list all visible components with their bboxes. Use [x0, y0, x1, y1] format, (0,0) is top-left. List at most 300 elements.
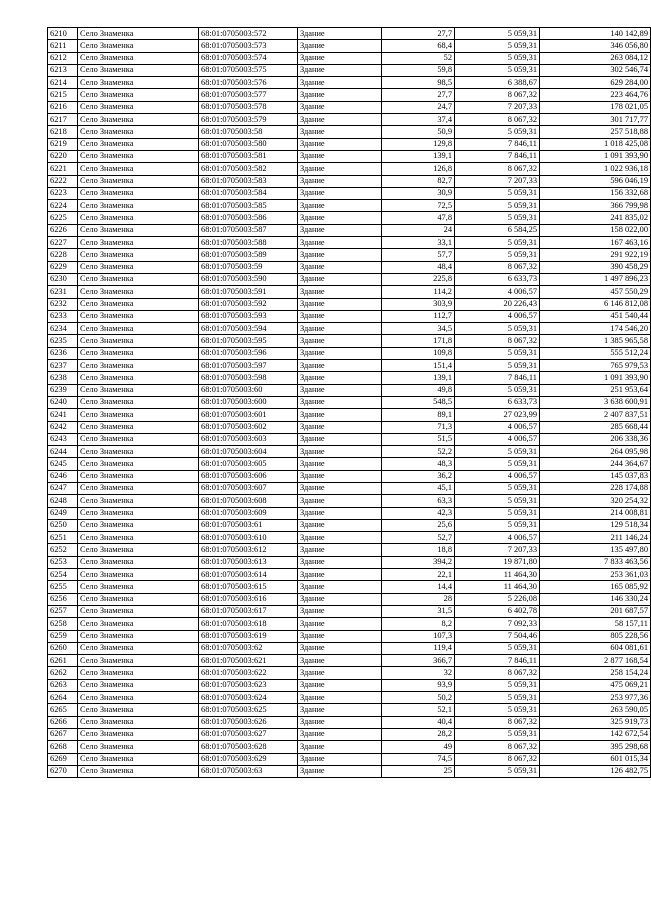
cadastral-number-cell: 68:01:0705003:572 — [199, 28, 298, 40]
row-number-cell: 6227 — [48, 237, 78, 249]
object-type-cell: Здание — [298, 569, 382, 581]
object-type-cell: Здание — [298, 495, 382, 507]
unit-value-cell: 7 092,33 — [455, 618, 540, 630]
table-row — [48, 532, 651, 544]
cadastral-number-cell: 68:01:0705003:629 — [199, 753, 298, 765]
cadastral-number-cell: 68:01:0705003:588 — [199, 237, 298, 249]
object-type-cell: Здание — [298, 187, 382, 199]
area-cell: 52 — [382, 52, 455, 64]
table-row — [48, 716, 651, 728]
object-type-cell: Здание — [298, 89, 382, 101]
unit-value-cell: 8 067,32 — [455, 89, 540, 101]
row-number-cell: 6221 — [48, 163, 78, 175]
area-cell: 42,3 — [382, 507, 455, 519]
table-row — [48, 200, 651, 212]
cadastral-value-cell: 129 518,34 — [540, 519, 651, 531]
object-type-cell: Здание — [298, 237, 382, 249]
row-number-cell: 6225 — [48, 212, 78, 224]
cadastral-value-cell: 475 069,21 — [540, 679, 651, 691]
unit-value-cell: 5 059,31 — [455, 40, 540, 52]
area-cell: 36,2 — [382, 470, 455, 482]
cadastral-number-cell: 68:01:0705003:614 — [199, 569, 298, 581]
cadastral-number-cell: 68:01:0705003:609 — [199, 507, 298, 519]
settlement-cell: Село Знаменка — [78, 605, 199, 617]
area-cell: 24,7 — [382, 101, 455, 113]
cadastral-value-cell: 178 021,05 — [540, 101, 651, 113]
settlement-cell: Село Знаменка — [78, 495, 199, 507]
unit-value-cell: 7 846,11 — [455, 138, 540, 150]
object-type-cell: Здание — [298, 224, 382, 236]
cadastral-value-cell: 244 364,67 — [540, 458, 651, 470]
unit-value-cell: 7 846,11 — [455, 372, 540, 384]
cadastral-value-cell: 214 008,81 — [540, 507, 651, 519]
table-row — [48, 605, 651, 617]
settlement-cell: Село Знаменка — [78, 187, 199, 199]
object-type-cell: Здание — [298, 126, 382, 138]
area-cell: 112,7 — [382, 310, 455, 322]
settlement-cell: Село Знаменка — [78, 52, 199, 64]
table-row — [48, 765, 651, 777]
object-type-cell: Здание — [298, 581, 382, 593]
object-type-cell: Здание — [298, 765, 382, 777]
settlement-cell: Село Знаменка — [78, 200, 199, 212]
cadastral-value-cell: 165 085,92 — [540, 581, 651, 593]
area-cell: 24 — [382, 224, 455, 236]
area-cell: 31,5 — [382, 605, 455, 617]
cadastral-number-cell: 68:01:0705003:58 — [199, 126, 298, 138]
table-row — [48, 77, 651, 89]
area-cell: 27,7 — [382, 28, 455, 40]
settlement-cell: Село Знаменка — [78, 298, 199, 310]
object-type-cell: Здание — [298, 593, 382, 605]
area-cell: 72,5 — [382, 200, 455, 212]
table-row — [48, 753, 651, 765]
settlement-cell: Село Знаменка — [78, 655, 199, 667]
settlement-cell: Село Знаменка — [78, 716, 199, 728]
unit-value-cell: 8 067,32 — [455, 163, 540, 175]
cadastral-number-cell: 68:01:0705003:600 — [199, 396, 298, 408]
row-number-cell: 6243 — [48, 433, 78, 445]
cadastral-number-cell: 68:01:0705003:591 — [199, 286, 298, 298]
row-number-cell: 6252 — [48, 544, 78, 556]
table-row — [48, 150, 651, 162]
area-cell: 50,9 — [382, 126, 455, 138]
cadastral-number-cell: 68:01:0705003:626 — [199, 716, 298, 728]
table-row — [48, 261, 651, 273]
area-cell: 18,8 — [382, 544, 455, 556]
table-row — [48, 175, 651, 187]
area-cell: 32 — [382, 667, 455, 679]
unit-value-cell: 8 067,32 — [455, 261, 540, 273]
settlement-cell: Село Знаменка — [78, 482, 199, 494]
unit-value-cell: 7 846,11 — [455, 655, 540, 667]
settlement-cell: Село Знаменка — [78, 396, 199, 408]
table-row — [48, 360, 651, 372]
table-row — [48, 237, 651, 249]
table-row — [48, 581, 651, 593]
table-row — [48, 64, 651, 76]
unit-value-cell: 4 006,57 — [455, 421, 540, 433]
cadastral-number-cell: 68:01:0705003:619 — [199, 630, 298, 642]
cadastral-value-cell: 596 046,19 — [540, 175, 651, 187]
unit-value-cell: 8 067,32 — [455, 753, 540, 765]
table-row — [48, 556, 651, 568]
area-cell: 171,8 — [382, 335, 455, 347]
table-row — [48, 446, 651, 458]
table-row — [48, 298, 651, 310]
table-row — [48, 224, 651, 236]
object-type-cell: Здание — [298, 618, 382, 630]
table-row — [48, 138, 651, 150]
row-number-cell: 6214 — [48, 77, 78, 89]
cadastral-number-cell: 68:01:0705003:624 — [199, 692, 298, 704]
cadastral-number-cell: 68:01:0705003:622 — [199, 667, 298, 679]
area-cell: 225,8 — [382, 273, 455, 285]
object-type-cell: Здание — [298, 298, 382, 310]
cadastral-value-cell: 366 799,98 — [540, 200, 651, 212]
cadastral-value-cell: 765 979,53 — [540, 360, 651, 372]
settlement-cell: Село Знаменка — [78, 532, 199, 544]
row-number-cell: 6270 — [48, 765, 78, 777]
object-type-cell: Здание — [298, 679, 382, 691]
unit-value-cell: 5 059,31 — [455, 458, 540, 470]
settlement-cell: Село Знаменка — [78, 704, 199, 716]
object-type-cell: Здание — [298, 482, 382, 494]
row-number-cell: 6210 — [48, 28, 78, 40]
settlement-cell: Село Знаменка — [78, 237, 199, 249]
object-type-cell: Здание — [298, 507, 382, 519]
row-number-cell: 6263 — [48, 679, 78, 691]
object-type-cell: Здание — [298, 753, 382, 765]
cadastral-number-cell: 68:01:0705003:577 — [199, 89, 298, 101]
row-number-cell: 6218 — [48, 126, 78, 138]
object-type-cell: Здание — [298, 200, 382, 212]
settlement-cell: Село Знаменка — [78, 150, 199, 162]
row-number-cell: 6264 — [48, 692, 78, 704]
cadastral-number-cell: 68:01:0705003:594 — [199, 323, 298, 335]
table-row — [48, 89, 651, 101]
cadastral-number-cell: 68:01:0705003:584 — [199, 187, 298, 199]
cadastral-value-cell: 211 146,24 — [540, 532, 651, 544]
area-cell: 25,6 — [382, 519, 455, 531]
cadastral-number-cell: 68:01:0705003:608 — [199, 495, 298, 507]
settlement-cell: Село Знаменка — [78, 458, 199, 470]
table-row — [48, 335, 651, 347]
unit-value-cell: 8 067,32 — [455, 716, 540, 728]
cadastral-number-cell: 68:01:0705003:576 — [199, 77, 298, 89]
object-type-cell: Здание — [298, 77, 382, 89]
row-number-cell: 6222 — [48, 175, 78, 187]
row-number-cell: 6236 — [48, 347, 78, 359]
area-cell: 47,8 — [382, 212, 455, 224]
cadastral-number-cell: 68:01:0705003:610 — [199, 532, 298, 544]
row-number-cell: 6260 — [48, 642, 78, 654]
settlement-cell: Село Знаменка — [78, 249, 199, 261]
cadastral-value-cell: 174 546,20 — [540, 323, 651, 335]
row-number-cell: 6266 — [48, 716, 78, 728]
cadastral-value-cell: 3 638 600,91 — [540, 396, 651, 408]
object-type-cell: Здание — [298, 138, 382, 150]
object-type-cell: Здание — [298, 470, 382, 482]
row-number-cell: 6229 — [48, 261, 78, 273]
area-cell: 57,7 — [382, 249, 455, 261]
settlement-cell: Село Знаменка — [78, 384, 199, 396]
cadastral-value-cell: 325 919,73 — [540, 716, 651, 728]
unit-value-cell: 8 067,32 — [455, 741, 540, 753]
settlement-cell: Село Знаменка — [78, 618, 199, 630]
row-number-cell: 6241 — [48, 409, 78, 421]
settlement-cell: Село Знаменка — [78, 446, 199, 458]
settlement-cell: Село Знаменка — [78, 273, 199, 285]
area-cell: 394,2 — [382, 556, 455, 568]
unit-value-cell: 6 633,73 — [455, 396, 540, 408]
cadastral-number-cell: 68:01:0705003:628 — [199, 741, 298, 753]
cadastral-value-cell: 253 361,03 — [540, 569, 651, 581]
area-cell: 49 — [382, 741, 455, 753]
unit-value-cell: 11 464,30 — [455, 581, 540, 593]
table-row — [48, 212, 651, 224]
table-row — [48, 569, 651, 581]
unit-value-cell: 6 584,25 — [455, 224, 540, 236]
cadastral-number-cell: 68:01:0705003:625 — [199, 704, 298, 716]
area-cell: 48,3 — [382, 458, 455, 470]
row-number-cell: 6257 — [48, 605, 78, 617]
unit-value-cell: 5 059,31 — [455, 507, 540, 519]
cadastral-number-cell: 68:01:0705003:613 — [199, 556, 298, 568]
row-number-cell: 6267 — [48, 728, 78, 740]
table-row — [48, 310, 651, 322]
cadastral-value-cell: 6 146 812,08 — [540, 298, 651, 310]
unit-value-cell: 7 846,11 — [455, 150, 540, 162]
row-number-cell: 6234 — [48, 323, 78, 335]
settlement-cell: Село Знаменка — [78, 126, 199, 138]
cadastral-value-cell: 1 018 425,08 — [540, 138, 651, 150]
table-row — [48, 618, 651, 630]
unit-value-cell: 5 059,31 — [455, 28, 540, 40]
area-cell: 27,7 — [382, 89, 455, 101]
row-number-cell: 6239 — [48, 384, 78, 396]
settlement-cell: Село Знаменка — [78, 409, 199, 421]
cadastral-number-cell: 68:01:0705003:573 — [199, 40, 298, 52]
cadastral-value-cell: 285 668,44 — [540, 421, 651, 433]
cadastral-number-cell: 68:01:0705003:583 — [199, 175, 298, 187]
object-type-cell: Здание — [298, 692, 382, 704]
row-number-cell: 6253 — [48, 556, 78, 568]
settlement-cell: Село Знаменка — [78, 323, 199, 335]
cadastral-number-cell: 68:01:0705003:61 — [199, 519, 298, 531]
settlement-cell: Село Знаменка — [78, 114, 199, 126]
area-cell: 52,2 — [382, 446, 455, 458]
settlement-cell: Село Знаменка — [78, 77, 199, 89]
row-number-cell: 6219 — [48, 138, 78, 150]
object-type-cell: Здание — [298, 396, 382, 408]
cadastral-value-cell: 2 877 168,54 — [540, 655, 651, 667]
area-cell: 93,9 — [382, 679, 455, 691]
cadastral-value-cell: 320 254,32 — [540, 495, 651, 507]
object-type-cell: Здание — [298, 347, 382, 359]
row-number-cell: 6213 — [48, 64, 78, 76]
area-cell: 22,1 — [382, 569, 455, 581]
table-row — [48, 728, 651, 740]
unit-value-cell: 5 059,31 — [455, 237, 540, 249]
object-type-cell: Здание — [298, 212, 382, 224]
settlement-cell: Село Знаменка — [78, 753, 199, 765]
settlement-cell: Село Знаменка — [78, 224, 199, 236]
row-number-cell: 6247 — [48, 482, 78, 494]
cadastral-number-cell: 68:01:0705003:62 — [199, 642, 298, 654]
cadastral-number-cell: 68:01:0705003:574 — [199, 52, 298, 64]
object-type-cell: Здание — [298, 335, 382, 347]
area-cell: 68,4 — [382, 40, 455, 52]
cadastral-number-cell: 68:01:0705003:580 — [199, 138, 298, 150]
unit-value-cell: 5 059,31 — [455, 482, 540, 494]
unit-value-cell: 5 059,31 — [455, 249, 540, 261]
area-cell: 151,4 — [382, 360, 455, 372]
unit-value-cell: 5 059,31 — [455, 519, 540, 531]
area-cell: 50,2 — [382, 692, 455, 704]
area-cell: 33,1 — [382, 237, 455, 249]
area-cell: 98,5 — [382, 77, 455, 89]
cadastral-value-cell: 140 142,89 — [540, 28, 651, 40]
table-row — [48, 692, 651, 704]
object-type-cell: Здание — [298, 372, 382, 384]
row-number-cell: 6216 — [48, 101, 78, 113]
object-type-cell: Здание — [298, 52, 382, 64]
cadastral-number-cell: 68:01:0705003:589 — [199, 249, 298, 261]
object-type-cell: Здание — [298, 433, 382, 445]
settlement-cell: Село Знаменка — [78, 728, 199, 740]
table-row — [48, 163, 651, 175]
row-number-cell: 6228 — [48, 249, 78, 261]
cadastral-value-cell: 451 540,44 — [540, 310, 651, 322]
area-cell: 14,4 — [382, 581, 455, 593]
row-number-cell: 6217 — [48, 114, 78, 126]
cadastral-number-cell: 68:01:0705003:621 — [199, 655, 298, 667]
area-cell: 51,5 — [382, 433, 455, 445]
table-row — [48, 249, 651, 261]
settlement-cell: Село Знаменка — [78, 64, 199, 76]
table-row — [48, 40, 651, 52]
unit-value-cell: 6 388,67 — [455, 77, 540, 89]
cadastral-number-cell: 68:01:0705003:607 — [199, 482, 298, 494]
table-row — [48, 655, 651, 667]
settlement-cell: Село Знаменка — [78, 470, 199, 482]
cadastral-value-cell: 223 464,76 — [540, 89, 651, 101]
object-type-cell: Здание — [298, 741, 382, 753]
unit-value-cell: 5 059,31 — [455, 642, 540, 654]
unit-value-cell: 7 207,33 — [455, 544, 540, 556]
cadastral-value-cell: 555 512,24 — [540, 347, 651, 359]
row-number-cell: 6251 — [48, 532, 78, 544]
object-type-cell: Здание — [298, 323, 382, 335]
cadastral-number-cell: 68:01:0705003:585 — [199, 200, 298, 212]
settlement-cell: Село Знаменка — [78, 360, 199, 372]
object-type-cell: Здание — [298, 64, 382, 76]
cadastral-number-cell: 68:01:0705003:587 — [199, 224, 298, 236]
settlement-cell: Село Знаменка — [78, 519, 199, 531]
area-cell: 366,7 — [382, 655, 455, 667]
object-type-cell: Здание — [298, 101, 382, 113]
cadastral-value-cell: 2 407 837,51 — [540, 409, 651, 421]
area-cell: 37,4 — [382, 114, 455, 126]
table-row — [48, 458, 651, 470]
unit-value-cell: 5 059,31 — [455, 704, 540, 716]
area-cell: 548,5 — [382, 396, 455, 408]
cadastral-value-cell: 1 022 936,18 — [540, 163, 651, 175]
row-number-cell: 6223 — [48, 187, 78, 199]
object-type-cell: Здание — [298, 286, 382, 298]
cadastral-value-cell: 58 157,11 — [540, 618, 651, 630]
cadastral-value-cell: 1 091 393,90 — [540, 372, 651, 384]
cadastral-value-cell: 201 687,57 — [540, 605, 651, 617]
cadastral-value-cell: 253 977,36 — [540, 692, 651, 704]
object-type-cell: Здание — [298, 544, 382, 556]
cadastral-number-cell: 68:01:0705003:59 — [199, 261, 298, 273]
object-type-cell: Здание — [298, 421, 382, 433]
object-type-cell: Здание — [298, 249, 382, 261]
unit-value-cell: 5 059,31 — [455, 360, 540, 372]
unit-value-cell: 5 059,31 — [455, 384, 540, 396]
cadastral-value-cell: 1 385 965,58 — [540, 335, 651, 347]
area-cell: 303,9 — [382, 298, 455, 310]
cadastral-value-cell: 126 482,75 — [540, 765, 651, 777]
row-number-cell: 6233 — [48, 310, 78, 322]
object-type-cell: Здание — [298, 310, 382, 322]
cadastral-number-cell: 68:01:0705003:596 — [199, 347, 298, 359]
settlement-cell: Село Знаменка — [78, 175, 199, 187]
table-row — [48, 347, 651, 359]
object-type-cell: Здание — [298, 728, 382, 740]
area-cell: 59,8 — [382, 64, 455, 76]
settlement-cell: Село Знаменка — [78, 741, 199, 753]
area-cell: 139,1 — [382, 372, 455, 384]
row-number-cell: 6269 — [48, 753, 78, 765]
row-number-cell: 6238 — [48, 372, 78, 384]
cadastral-number-cell: 68:01:0705003:60 — [199, 384, 298, 396]
cadastral-number-cell: 68:01:0705003:590 — [199, 273, 298, 285]
settlement-cell: Село Знаменка — [78, 335, 199, 347]
object-type-cell: Здание — [298, 175, 382, 187]
cadastral-value-cell: 167 463,16 — [540, 237, 651, 249]
unit-value-cell: 5 059,31 — [455, 347, 540, 359]
unit-value-cell: 27 023,99 — [455, 409, 540, 421]
settlement-cell: Село Знаменка — [78, 692, 199, 704]
table-row — [48, 667, 651, 679]
table-row — [48, 519, 651, 531]
row-number-cell: 6245 — [48, 458, 78, 470]
unit-value-cell: 5 059,31 — [455, 126, 540, 138]
object-type-cell: Здание — [298, 704, 382, 716]
row-number-cell: 6224 — [48, 200, 78, 212]
table-row — [48, 273, 651, 285]
table-row — [48, 704, 651, 716]
unit-value-cell: 8 067,32 — [455, 114, 540, 126]
cadastral-value-cell: 7 833 463,56 — [540, 556, 651, 568]
settlement-cell: Село Знаменка — [78, 261, 199, 273]
area-cell: 28 — [382, 593, 455, 605]
cadastral-value-cell: 805 228,56 — [540, 630, 651, 642]
settlement-cell: Село Знаменка — [78, 581, 199, 593]
unit-value-cell: 4 006,57 — [455, 470, 540, 482]
area-cell: 114,2 — [382, 286, 455, 298]
settlement-cell: Село Знаменка — [78, 556, 199, 568]
table-row — [48, 396, 651, 408]
object-type-cell: Здание — [298, 655, 382, 667]
settlement-cell: Село Знаменка — [78, 642, 199, 654]
table-row — [48, 433, 651, 445]
unit-value-cell: 5 059,31 — [455, 52, 540, 64]
cadastral-value-cell: 156 332,68 — [540, 187, 651, 199]
